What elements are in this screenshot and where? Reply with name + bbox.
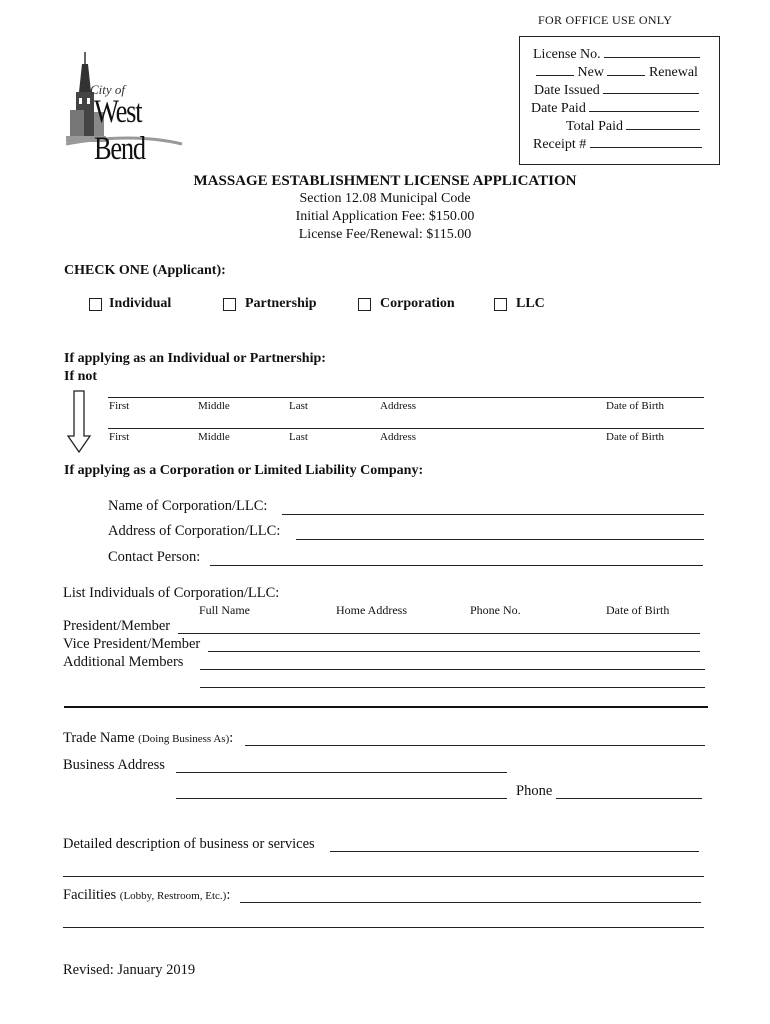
date-paid-field[interactable] — [589, 111, 699, 112]
contact-person-field[interactable] — [210, 565, 703, 566]
col-address-2: Address — [380, 431, 417, 443]
new-renewal-row — [536, 65, 698, 81]
business-address-label: Business Address — [63, 757, 165, 773]
individual-label: Individual — [109, 296, 172, 311]
col-address-1: Address — [380, 400, 417, 412]
corporation-heading: If applying as a Corporation or Limited Liability Company: — [64, 463, 424, 478]
city-logo — [62, 52, 212, 167]
phone-label: Phone — [516, 783, 553, 799]
col-home-address: Home Address — [336, 603, 407, 617]
col-last-2: Last — [289, 431, 308, 443]
partnership-label: Partnership — [245, 296, 317, 311]
facilities-field-1[interactable] — [240, 902, 701, 903]
receipt-field[interactable] — [590, 147, 702, 148]
total-paid-field[interactable] — [626, 129, 700, 130]
corp-name-field[interactable] — [282, 514, 704, 515]
form-title: MASSAGE ESTABLISHMENT LICENSE APPLICATION — [193, 173, 577, 189]
facilities-note: (Lobby, Restroom, Etc.) — [119, 890, 227, 902]
description-label: Detailed description of business or services — [63, 836, 315, 852]
initial-fee: Initial Application Fee: $150.00 — [295, 209, 475, 224]
llc-label: LLC — [516, 296, 545, 311]
license-no-label: License No. — [533, 47, 601, 62]
corp-address-field[interactable] — [296, 539, 704, 540]
new-label: New — [577, 65, 604, 80]
partnership-checkbox[interactable] — [223, 298, 236, 311]
receipt-row — [533, 137, 702, 153]
president-label: President/Member — [63, 618, 171, 634]
individual-checkbox[interactable] — [89, 298, 102, 311]
trade-name-field[interactable] — [245, 745, 705, 746]
date-paid-row — [531, 101, 699, 117]
date-issued-field[interactable] — [603, 93, 699, 94]
individual-line-1[interactable] — [108, 397, 704, 398]
additional-members-label: Additional Members — [63, 654, 184, 670]
president-field[interactable] — [178, 633, 700, 634]
description-field-1[interactable] — [330, 851, 699, 852]
vice-president-label: Vice President/Member — [63, 636, 201, 652]
col-phone-no: Phone No. — [470, 603, 521, 617]
col-last-1: Last — [289, 400, 308, 412]
total-paid-label: Total Paid — [566, 119, 623, 134]
date-paid-label: Date Paid — [531, 101, 586, 116]
facilities-row — [63, 887, 230, 904]
corporation-label: Corporation — [380, 296, 455, 311]
check-one-heading: CHECK ONE (Applicant): — [64, 263, 226, 278]
facilities-colon: : — [226, 887, 231, 903]
renewal-fee: License Fee/Renewal: $115.00 — [298, 227, 472, 242]
business-address-field-1[interactable] — [176, 772, 507, 773]
description-field-2[interactable] — [63, 876, 704, 877]
office-use-heading: FOR OFFICE USE ONLY — [538, 13, 673, 27]
license-no-field[interactable] — [604, 57, 700, 58]
revised-date: Revised: January 2019 — [63, 962, 196, 978]
phone-field[interactable] — [556, 798, 702, 799]
llc-checkbox[interactable] — [494, 298, 507, 311]
additional-members-field-2[interactable] — [200, 687, 705, 688]
new-field[interactable] — [536, 75, 574, 76]
facilities-label: Facilities — [63, 887, 117, 903]
individual-line-2[interactable] — [108, 428, 704, 429]
municipal-code: Section 12.08 Municipal Code — [299, 191, 471, 206]
down-arrow-icon — [66, 390, 92, 454]
col-date-of-birth: Date of Birth — [606, 603, 670, 617]
col-first-1: First — [109, 400, 130, 412]
corporation-checkbox[interactable] — [358, 298, 371, 311]
col-dob-2: Date of Birth — [606, 431, 665, 443]
list-individuals-label: List Individuals of Corporation/LLC: — [63, 585, 280, 601]
col-full-name: Full Name — [199, 603, 250, 617]
renewal-field[interactable] — [607, 75, 645, 76]
col-middle-2: Middle — [198, 431, 230, 443]
renewal-label: Renewal — [648, 65, 698, 80]
contact-person-label: Contact Person: — [108, 549, 201, 565]
trade-name-note: (Doing Business As) — [138, 733, 230, 745]
trade-name-label: Trade Name — [63, 730, 135, 746]
corp-name-label: Name of Corporation/LLC: — [108, 498, 268, 514]
total-paid-row — [566, 119, 700, 135]
logo-west-bend: West Bend — [94, 94, 145, 167]
license-no-row — [533, 47, 700, 63]
col-first-2: First — [109, 431, 130, 443]
logo-city-of: City of — [90, 82, 126, 97]
vice-president-field[interactable] — [208, 651, 700, 652]
office-use-box — [519, 36, 720, 165]
date-issued-row — [534, 83, 699, 99]
date-issued-label: Date Issued — [534, 83, 600, 98]
corp-address-label: Address of Corporation/LLC: — [108, 523, 281, 539]
col-middle-1: Middle — [198, 400, 230, 412]
business-address-field-2[interactable] — [176, 798, 507, 799]
facilities-field-2[interactable] — [63, 927, 704, 928]
individual-heading: If applying as an Individual or Partnership: — [64, 351, 326, 366]
trade-name-row — [63, 730, 233, 747]
if-not-label: If not — [64, 369, 98, 384]
additional-members-field-1[interactable] — [200, 669, 705, 670]
receipt-label: Receipt # — [533, 137, 587, 152]
section-divider — [64, 706, 708, 708]
trade-name-colon: : — [229, 730, 234, 746]
col-dob-1: Date of Birth — [606, 400, 665, 412]
